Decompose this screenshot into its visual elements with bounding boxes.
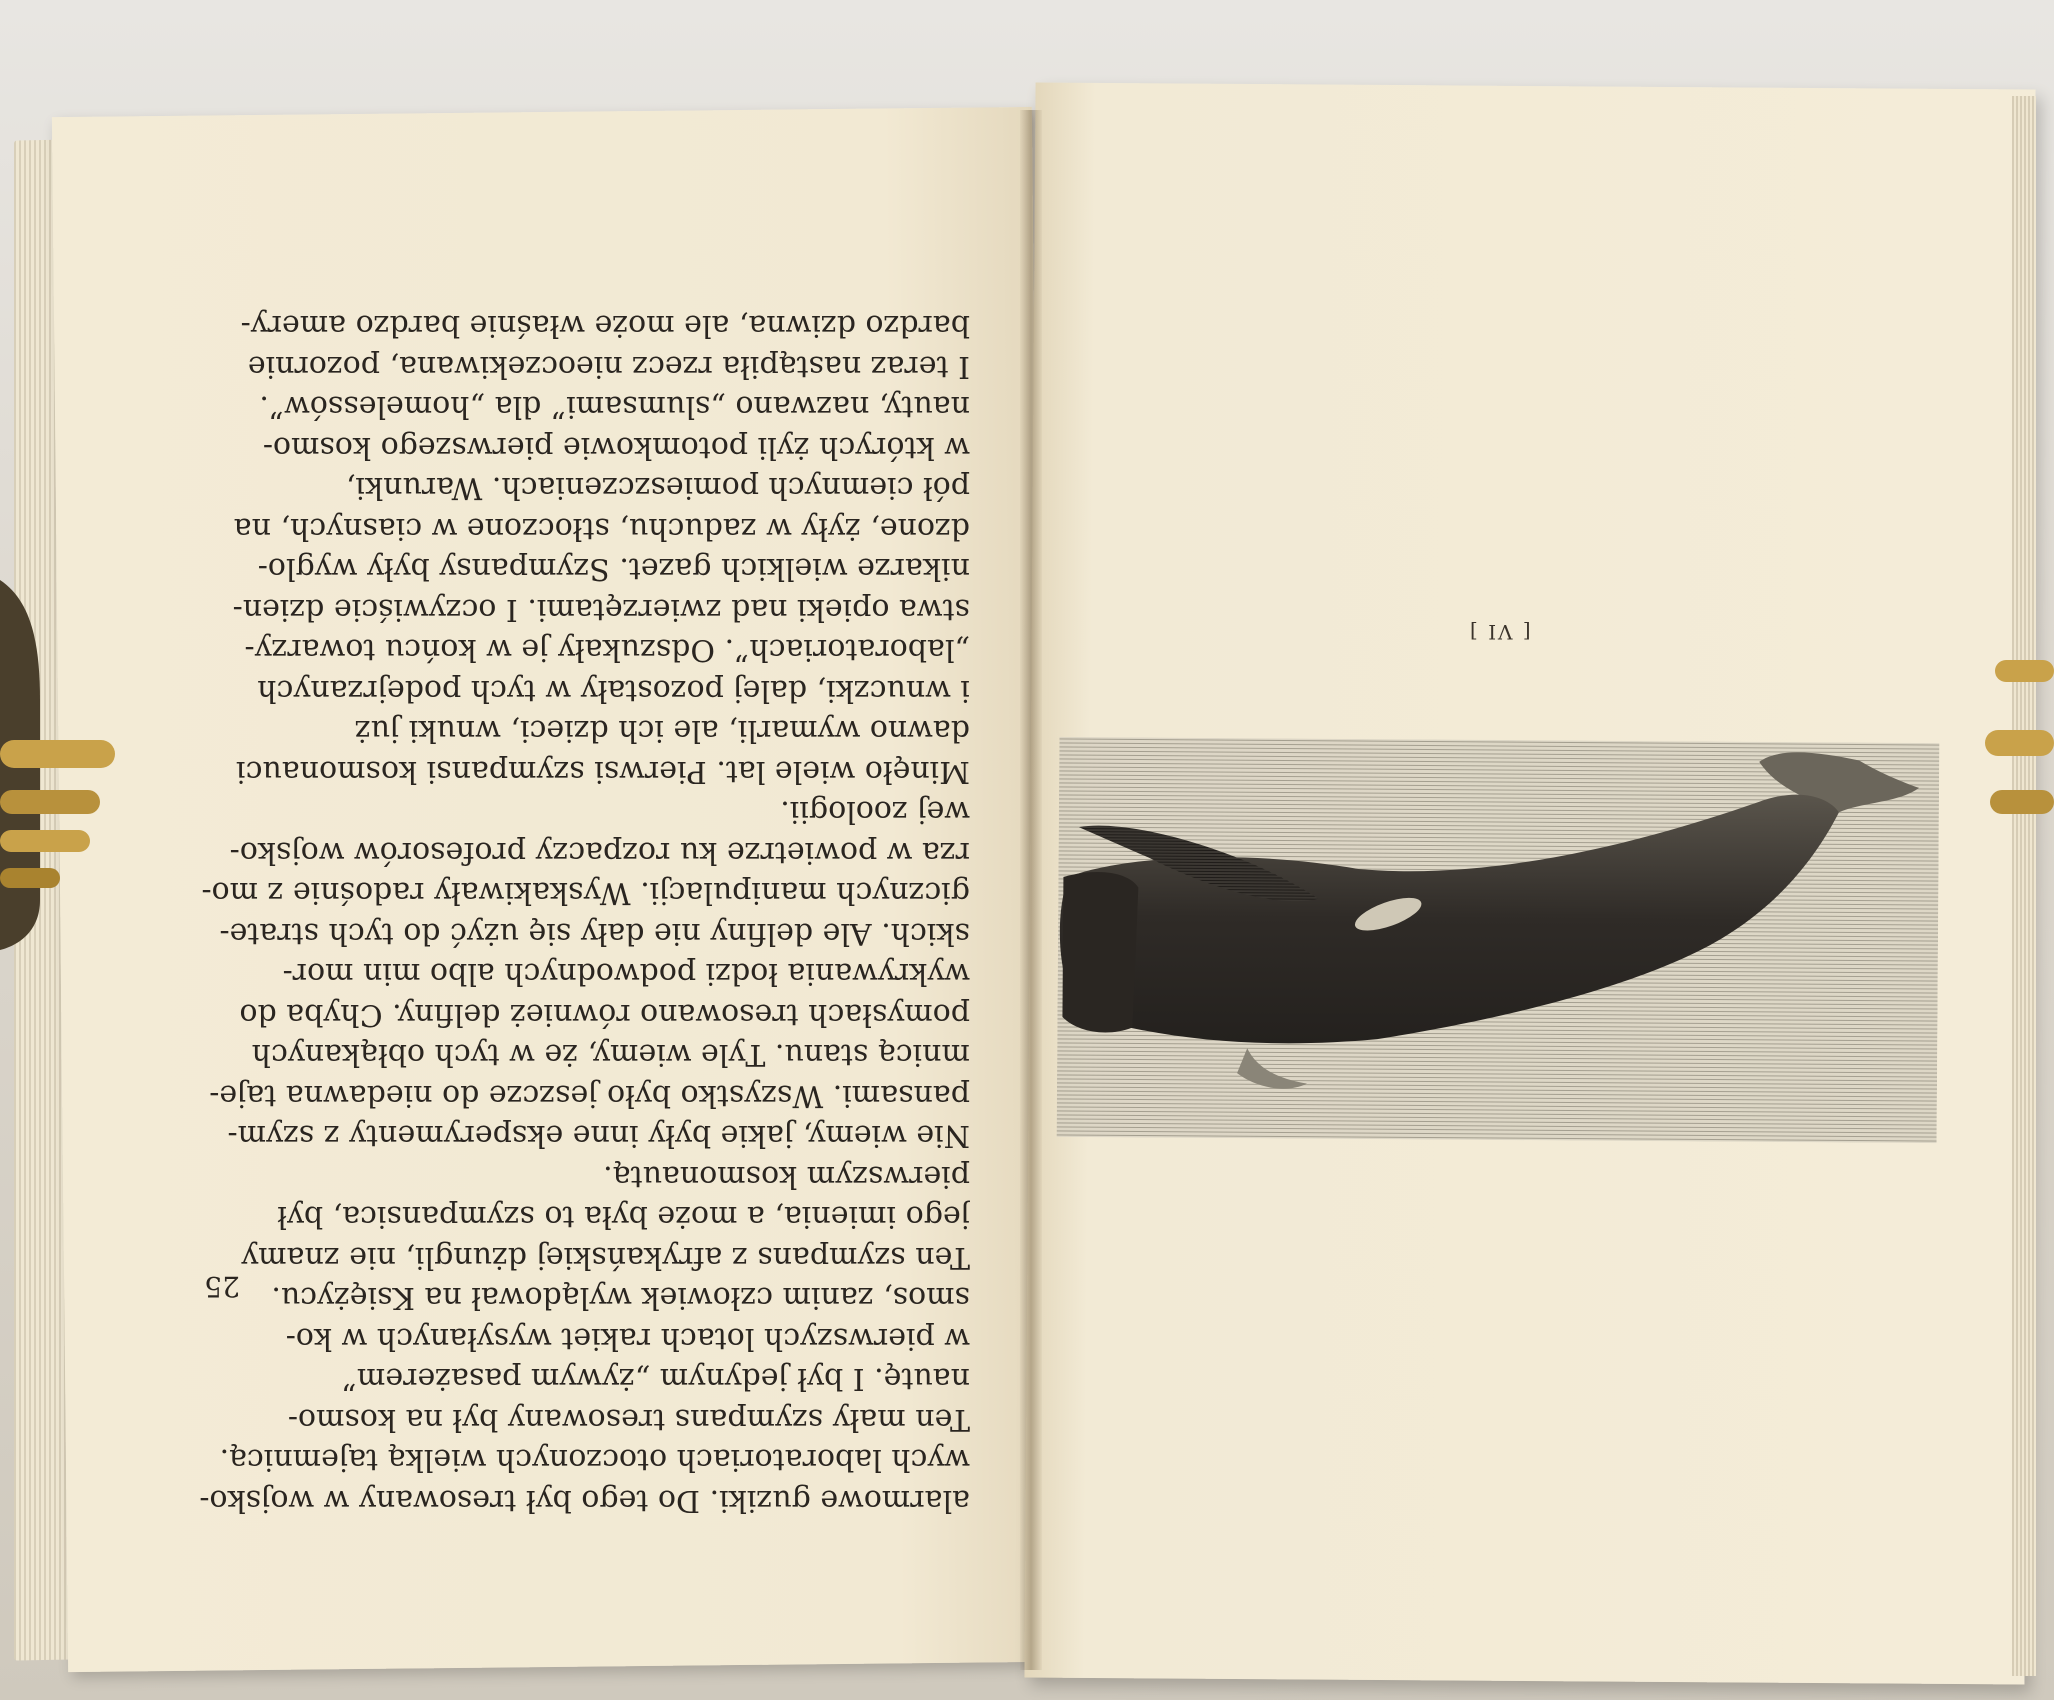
text-line: pomysłach tresowano również delfiny. Chyba do [239, 997, 970, 1032]
text-line: nikarze wielkich gazet. Szympansy były wyglo- [257, 551, 970, 587]
text-line: dzone, żyły w zaduchu, stłoczone w ciasnych, na [233, 511, 970, 546]
text-line: nautę. I był jedynym „żywym pasażerem” [341, 1361, 970, 1397]
text-line: jego imienia, a może była to szympansica, był [277, 1199, 970, 1235]
left-page-clip [0, 580, 120, 950]
right-page-clip [1975, 640, 2054, 840]
text-line: pół ciemnych pomieszczeniach. Warunki, [345, 470, 970, 506]
text-line: w których żyli potomkowie pierwszego kosmo- [262, 430, 970, 465]
book-gutter [1020, 110, 1042, 1670]
text-line: rza w powietrze ku rozpaczy profesorów wojsko- [229, 835, 970, 870]
text-line: bardzo dziwna, ale może właśnie bardzo amery- [240, 308, 970, 344]
text-line: I teraz nastąpiła rzecz nieoczekiwana, pozornie [247, 349, 970, 384]
text-line: mnicą stanu. Tyle wiemy, że w tych obłąkanych [251, 1037, 970, 1073]
text-line: i wnuczki, dalej pozostały w tych podejrzanych [257, 673, 970, 708]
page-number: 25 [204, 1270, 240, 1303]
text-line: smos, zanim człowiek wylądował na Księżycu. [271, 1280, 970, 1316]
text-line: wych laboratoriach otoczonych wielką tajemnicą. [219, 1442, 970, 1478]
text-line: w pierwszych lotach rakiet wysyłanych w ko- [285, 1321, 970, 1356]
plate-marker: [ VI ] [1468, 620, 1531, 644]
text-line: Minęło wiele lat. Pierwsi szympansi kosmonauci [236, 754, 970, 789]
right-page-edge [2012, 96, 2036, 1676]
left-page-text [190, 220, 970, 1520]
whale-illustration [1057, 737, 1940, 1143]
text-line: nauty, nazwano „slumsami” dla „homelessów”. [259, 389, 970, 425]
text-line: skich. Ale delfiny nie dały się użyć do tych strate- [219, 916, 970, 951]
text-line: Ten mały szympans tresowany był na kosmo- [287, 1402, 970, 1437]
text-line: wykrywania łodzi podwodnych albo min mor- [282, 956, 970, 992]
text-line: wej zoologii. [780, 794, 970, 830]
text-line: stwa opieki nad zwierzętami. I oczywiście dzien- [232, 592, 970, 627]
text-line: pierwszym kosmonautą. [603, 1159, 970, 1194]
text-line: alarmowe guziki. Do tego był tresowany w wojsko- [199, 1483, 970, 1518]
text-line: dawno wymarli, ale ich dzieci, wnuki już [354, 713, 970, 749]
text-line: Ten szympans z afrykańskiej dżungli, nie znamy [241, 1240, 970, 1275]
text-line: „laboratoriach”. Odszukały je w końcu towarzy- [244, 632, 970, 668]
text-line: pansami. Wszystko było jeszcze do niedawna taje- [209, 1078, 970, 1113]
text-line: Nie wiemy, jakie były inne eksperymenty z szym- [227, 1118, 970, 1154]
text-line: gicznych manipulacji. Wyskakiwały radośnie z mo- [201, 875, 970, 911]
